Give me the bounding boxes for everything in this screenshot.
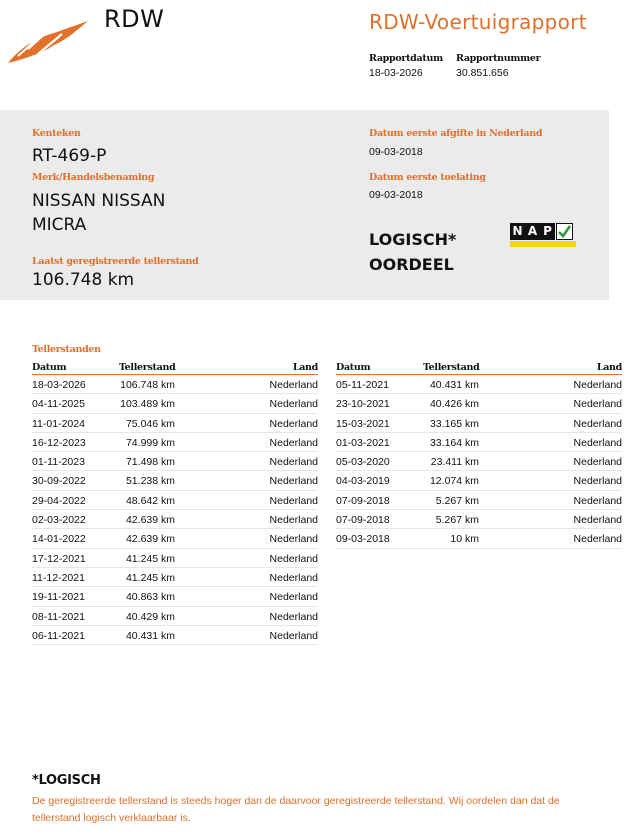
reading-country: Nederland bbox=[269, 379, 318, 391]
reading-country: Nederland bbox=[269, 456, 318, 469]
reading-country: Nederland bbox=[269, 552, 318, 565]
report-number-label: Rapportnummer bbox=[456, 53, 541, 64]
header-km: Tellerstand bbox=[423, 362, 480, 373]
reading-country: Nederland bbox=[573, 514, 622, 527]
reading-country: Nederland bbox=[269, 533, 318, 546]
reading-country: Nederland bbox=[573, 417, 622, 430]
make-line-1: NISSAN NISSAN bbox=[32, 191, 166, 211]
reading-km: 23.411 km bbox=[430, 456, 479, 469]
reading-km: 40.863 km bbox=[125, 591, 175, 604]
table-row bbox=[336, 510, 622, 529]
reading-km: 71.498 km bbox=[125, 456, 175, 469]
reading-date: 09-03-2018 bbox=[336, 533, 390, 546]
report-title: RDW-Voertuigrapport bbox=[369, 10, 587, 34]
first-nl-date: 09-03-2018 bbox=[369, 146, 423, 158]
table-row bbox=[32, 433, 318, 452]
table-row bbox=[32, 452, 318, 471]
reading-km: 75.046 km bbox=[125, 417, 175, 430]
verdict-line-2: OORDEEL bbox=[369, 255, 454, 274]
footnote-text: De geregistreerde tellerstand is steeds hoger dan de daarvoor geregistreerde tellerstand. Wij oordelen dan dat de tellerstand logisch verklaarbaar is. bbox=[32, 795, 560, 824]
reading-country: Nederland bbox=[269, 398, 318, 411]
reading-km: 5.267 km bbox=[435, 494, 479, 507]
table-row bbox=[32, 414, 318, 433]
readings-table-right bbox=[336, 359, 622, 549]
reading-km: 42.639 km bbox=[125, 514, 175, 527]
reading-km: 103.489 km bbox=[120, 398, 175, 411]
reading-date: 23-10-2021 bbox=[336, 398, 390, 411]
table-row bbox=[32, 529, 318, 548]
reading-km: 40.431 km bbox=[429, 379, 479, 391]
reading-date: 15-03-2021 bbox=[336, 417, 390, 430]
table-row bbox=[336, 433, 622, 452]
odometer-label: Laatst geregistreerde tellerstand bbox=[32, 256, 199, 267]
report-date-label: Rapportdatum bbox=[369, 53, 443, 64]
table-row bbox=[32, 587, 318, 606]
reading-date: 01-03-2021 bbox=[336, 436, 390, 449]
reading-country: Nederland bbox=[269, 514, 318, 527]
reading-country: Nederland bbox=[269, 591, 318, 604]
table-row bbox=[336, 375, 622, 394]
brand-name: RDW bbox=[104, 5, 165, 33]
table-row bbox=[336, 471, 622, 490]
vehicle-summary-panel bbox=[0, 110, 609, 300]
footnote-title: *LOGISCH bbox=[32, 773, 101, 788]
reading-date: 14-01-2022 bbox=[32, 533, 86, 546]
reading-km: 40.426 km bbox=[429, 398, 479, 411]
first-nl-label: Datum eerste afgifte in Nederland bbox=[369, 128, 543, 139]
reading-date: 19-11-2021 bbox=[32, 591, 85, 604]
reading-km: 41.245 km bbox=[125, 552, 175, 565]
reading-country: Nederland bbox=[573, 533, 622, 546]
reading-country: Nederland bbox=[573, 379, 622, 391]
nap-logo bbox=[510, 223, 576, 249]
reading-km: 74.999 km bbox=[125, 436, 175, 449]
table-row bbox=[32, 549, 318, 568]
header-date: Datum bbox=[336, 362, 371, 373]
report-date-block bbox=[369, 53, 443, 79]
reading-country: Nederland bbox=[269, 571, 318, 584]
reading-date: 29-04-2022 bbox=[32, 494, 86, 507]
table-row bbox=[336, 414, 622, 433]
reading-country: Nederland bbox=[269, 436, 318, 449]
table-row bbox=[32, 607, 318, 626]
table-row bbox=[32, 568, 318, 587]
header-km: Tellerstand bbox=[119, 362, 176, 373]
odometer-value: 106.748 km bbox=[32, 270, 135, 290]
verdict bbox=[369, 227, 456, 277]
reading-km: 12.074 km bbox=[429, 475, 479, 488]
reading-date: 05-11-2021 bbox=[336, 379, 389, 391]
table-row bbox=[32, 510, 318, 529]
reading-date: 04-11-2025 bbox=[32, 398, 85, 411]
reading-km: 51.238 km bbox=[125, 475, 175, 488]
reading-country: Nederland bbox=[573, 436, 622, 449]
report-date: 18-03-2026 bbox=[369, 67, 423, 79]
first-admission-date: 09-03-2018 bbox=[369, 189, 423, 201]
reading-date: 04-03-2019 bbox=[336, 475, 390, 488]
nap-bar bbox=[510, 241, 576, 247]
reading-km: 5.267 km bbox=[435, 514, 479, 527]
table-header bbox=[32, 359, 318, 375]
reading-date: 16-12-2023 bbox=[32, 436, 86, 449]
reading-country: Nederland bbox=[573, 456, 622, 469]
report-number: 30.851.656 bbox=[456, 67, 509, 79]
reading-date: 07-09-2018 bbox=[336, 494, 390, 507]
nap-letter-a: A bbox=[525, 223, 540, 240]
reading-km: 42.639 km bbox=[125, 533, 175, 546]
make-label: Merk/Handelsbenaming bbox=[32, 172, 155, 183]
reading-country: Nederland bbox=[269, 417, 318, 430]
table-row bbox=[336, 394, 622, 413]
header-date: Datum bbox=[32, 362, 67, 373]
reading-country: Nederland bbox=[269, 475, 318, 488]
table-header bbox=[336, 359, 622, 375]
report-number-block bbox=[456, 53, 540, 79]
reading-date: 02-03-2022 bbox=[32, 514, 86, 527]
nap-letter-p: P bbox=[540, 223, 555, 240]
reading-date: 05-03-2020 bbox=[336, 456, 390, 469]
plate-label: Kenteken bbox=[32, 128, 81, 139]
header-country: Land bbox=[292, 362, 318, 373]
checkmark-icon bbox=[556, 223, 573, 240]
table-row bbox=[336, 529, 622, 548]
table-row bbox=[336, 491, 622, 510]
make-line-2: MICRA bbox=[32, 215, 87, 235]
table-row bbox=[32, 626, 318, 645]
header-country: Land bbox=[596, 362, 622, 373]
reading-country: Nederland bbox=[269, 629, 318, 642]
table-row bbox=[32, 375, 318, 394]
table-row bbox=[336, 452, 622, 471]
reading-country: Nederland bbox=[269, 610, 318, 623]
reading-date: 11-12-2021 bbox=[32, 571, 85, 584]
reading-country: Nederland bbox=[573, 475, 622, 488]
reading-date: 17-12-2021 bbox=[32, 552, 86, 565]
reading-date: 30-09-2022 bbox=[32, 475, 86, 488]
reading-km: 40.429 km bbox=[125, 610, 175, 623]
reading-km: 48.642 km bbox=[125, 494, 175, 507]
readings-title: Tellerstanden bbox=[32, 344, 101, 355]
table-row bbox=[32, 491, 318, 510]
reading-km: 33.164 km bbox=[429, 436, 479, 449]
reading-date: 08-11-2021 bbox=[32, 610, 85, 623]
reading-country: Nederland bbox=[269, 494, 318, 507]
reading-km: 33.165 km bbox=[429, 417, 479, 430]
readings-table-left bbox=[32, 359, 318, 645]
reading-date: 18-03-2026 bbox=[32, 379, 86, 391]
reading-km: 41.245 km bbox=[125, 571, 175, 584]
reading-country: Nederland bbox=[573, 398, 622, 411]
table-row bbox=[32, 394, 318, 413]
license-plate: RT-469-P bbox=[32, 146, 107, 166]
reading-country: Nederland bbox=[573, 494, 622, 507]
reading-km: 40.431 km bbox=[125, 629, 175, 642]
reading-date: 07-09-2018 bbox=[336, 514, 390, 527]
rdw-logo-icon bbox=[6, 18, 92, 66]
verdict-line-1: LOGISCH* bbox=[369, 230, 457, 249]
reading-date: 01-11-2023 bbox=[32, 456, 85, 469]
reading-km: 10 km bbox=[450, 533, 479, 546]
first-admission-label: Datum eerste toelating bbox=[369, 172, 486, 183]
reading-km: 106.748 km bbox=[120, 379, 175, 391]
table-row bbox=[32, 471, 318, 490]
reading-date: 06-11-2021 bbox=[32, 629, 85, 642]
reading-date: 11-01-2024 bbox=[32, 417, 85, 430]
nap-letter-n: N bbox=[510, 223, 525, 240]
